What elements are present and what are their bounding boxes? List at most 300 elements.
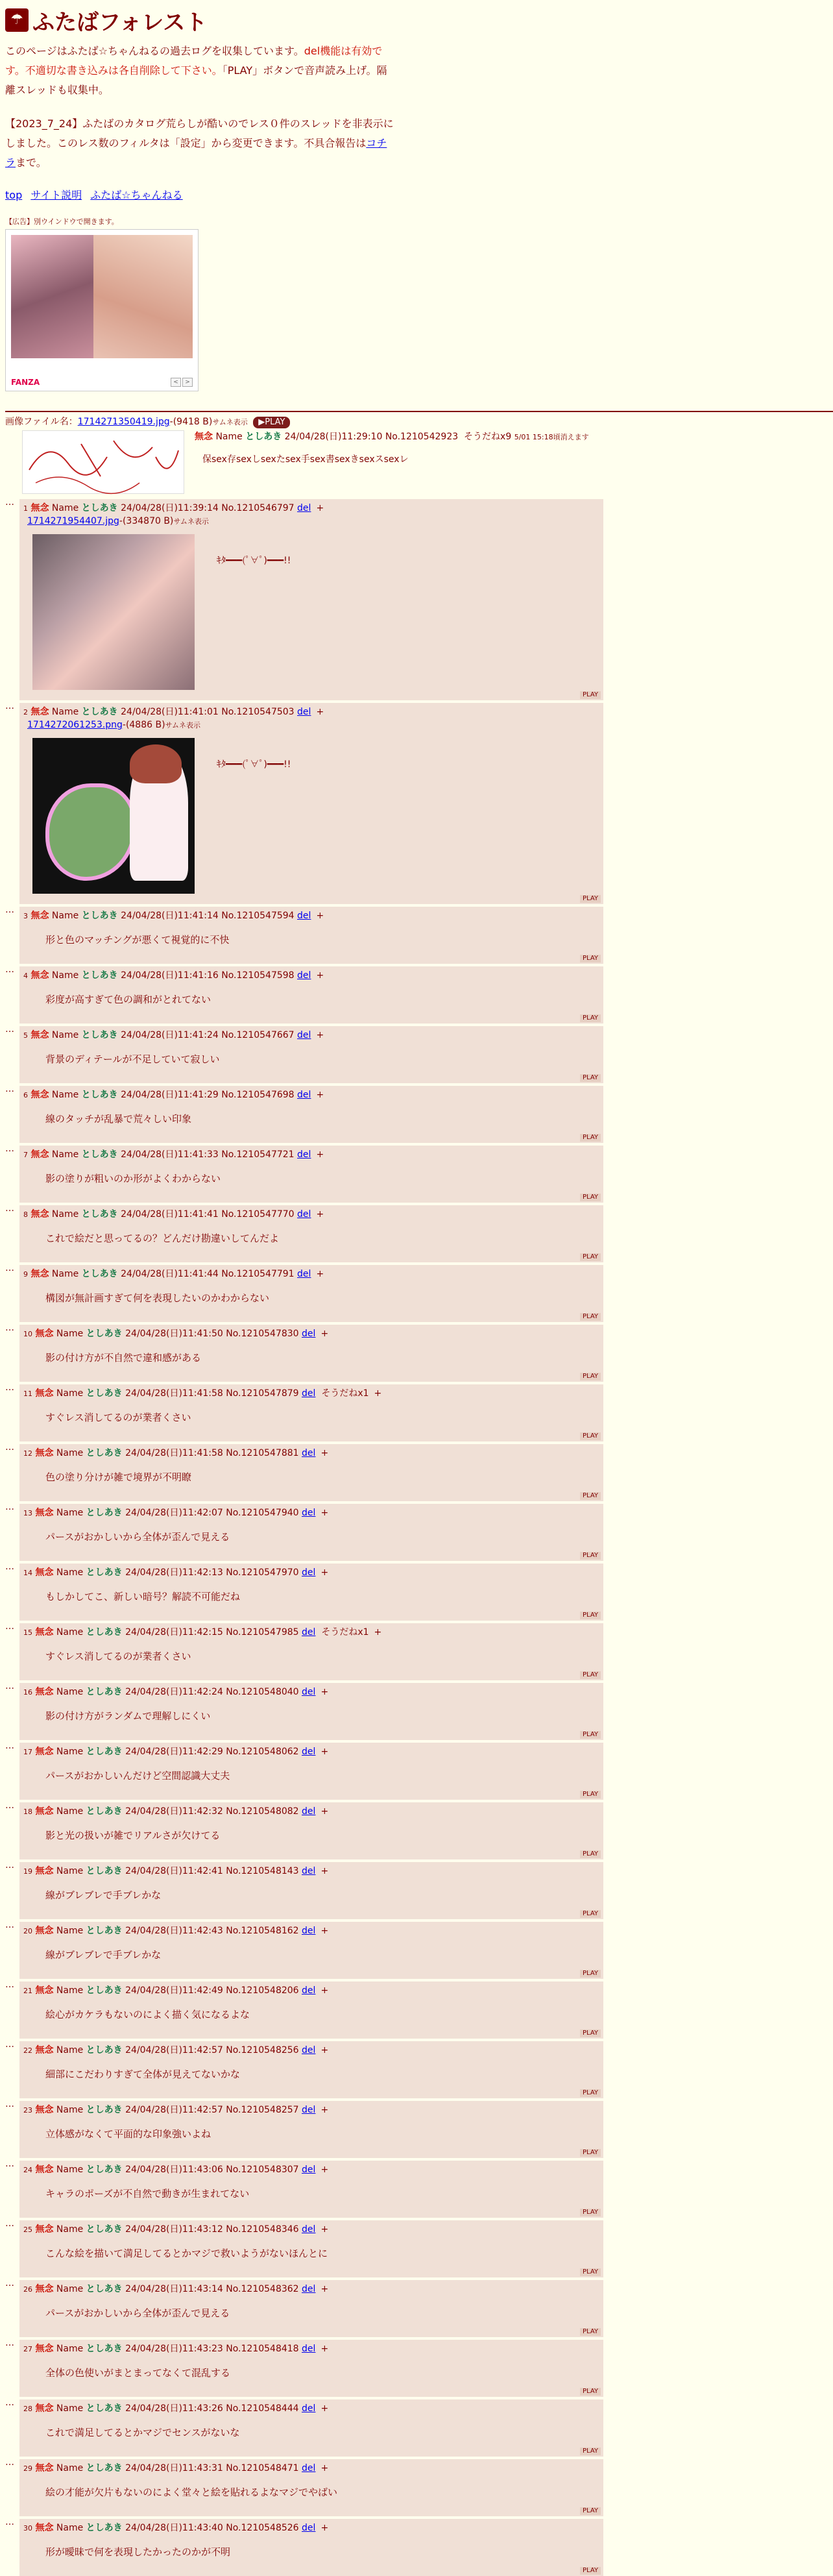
reply-plus-button[interactable]: + (320, 2284, 329, 2294)
reply-play-button[interactable]: PLAY (580, 1731, 601, 1739)
reply-play-button[interactable]: PLAY (580, 1552, 601, 1560)
reply-dots: … (5, 1382, 14, 1393)
reply-plus-button[interactable]: + (320, 2045, 329, 2055)
reply-subject: 無念 (35, 1747, 54, 1757)
reply-name-label: Name (56, 1806, 84, 1817)
reply-plus-button[interactable]: + (316, 970, 324, 981)
reply-body: これで絵だと思ってるの？どんだけ勘違いしてんだよ (45, 1233, 280, 1244)
reply-subject: 無念 (35, 2344, 54, 2354)
reply-subject: 無念 (35, 2403, 54, 2414)
reply-del-link[interactable]: del (297, 707, 311, 717)
reply-dots: … (5, 1621, 14, 1632)
reply-plus-button[interactable]: + (320, 2105, 329, 2115)
reply-name-label: Name (56, 1388, 84, 1399)
reply-name: としあき (86, 1627, 123, 1638)
reply-dots: … (5, 964, 14, 975)
reply-datetime: 24/04/28(日)11:41:29 (121, 1090, 219, 1100)
reply-dots: … (5, 1741, 14, 1751)
reply-del-link[interactable]: del (297, 1149, 311, 1160)
reply-plus-button[interactable]: + (320, 2165, 329, 2175)
reply-body: もしかしてこ、新しい暗号？解読不可能だね (45, 1591, 241, 1602)
reply-datetime: 24/04/28(日)11:42:57 (125, 2105, 223, 2115)
reply-datetime: 24/04/28(日)11:41:58 (125, 1448, 223, 1458)
reply-plus-button[interactable]: + (320, 1866, 329, 1876)
intro-text-1a: このページはふたば☆ちゃんねるの過去ログを収集しています。 (5, 45, 304, 57)
reply-index: 26 (23, 2285, 32, 2294)
reply-header (23, 1984, 599, 1998)
reply-header (23, 1447, 599, 1460)
reply-file-link[interactable]: 1714272061253.png (27, 720, 123, 730)
reply-body: すぐレス消してるのが業者くさい (45, 1650, 191, 1662)
reply-row (5, 1981, 828, 2039)
reply-dots: … (5, 1860, 14, 1871)
reply-plus-button[interactable]: + (316, 1149, 324, 1160)
reply-plus-button[interactable]: + (316, 1269, 324, 1279)
reply-play-button[interactable]: PLAY (580, 2388, 601, 2396)
reply-datetime: 24/04/28(日)11:41:14 (121, 911, 219, 921)
reply-play-button[interactable]: PLAY (580, 1850, 601, 1858)
reply-name: としあき (86, 1388, 123, 1399)
reply-plus-button[interactable]: + (316, 1090, 324, 1100)
reply-play-button[interactable]: PLAY (580, 2089, 601, 2097)
reply-index: 5 (23, 1031, 28, 1040)
reply-del-link[interactable]: del (302, 1926, 316, 1936)
reply-name-label: Name (56, 2284, 84, 2294)
reply-subject: 無念 (35, 1329, 54, 1339)
op-thumbnail[interactable] (22, 430, 184, 494)
reply-del-link[interactable]: del (302, 1747, 316, 1757)
reply-dots: … (5, 2099, 14, 2109)
op-file-link[interactable]: 1714271350419.jpg (77, 417, 170, 427)
reply-post (19, 2280, 603, 2337)
reply-body: 絵の才能が欠片もないのによく堂々と絵を貼れるよなマジでやばい (45, 2486, 338, 2498)
reply-play-button[interactable]: PLAY (580, 1432, 601, 1440)
reply-del-link[interactable]: del (302, 1806, 316, 1817)
reply-header (23, 705, 599, 719)
reply-number[interactable]: No.1210547770 (221, 1209, 295, 1220)
reply-play-button[interactable]: PLAY (580, 2030, 601, 2037)
reply-post (19, 1862, 603, 1919)
reply-del-link[interactable]: del (297, 911, 311, 921)
reply-index: 27 (23, 2345, 32, 2353)
reply-body: 彩度が高すぎて色の調和がとれてない (45, 994, 211, 1005)
reply-play-button[interactable]: PLAY (580, 2567, 601, 2575)
reply-del-link[interactable]: del (297, 1090, 311, 1100)
reply-name-label: Name (51, 1269, 79, 1279)
reply-plus-button[interactable]: + (320, 2403, 329, 2414)
ad-nav (171, 378, 193, 387)
reply-body: 形が曖昧で何を表現したかったのかが不明 (45, 2546, 231, 2558)
reply-subject: 無念 (35, 1388, 54, 1399)
reply-del-link[interactable]: del (297, 503, 311, 513)
nav-links (5, 187, 828, 202)
reply-plus-button[interactable]: + (320, 1508, 329, 1518)
reply-body: 背景のディテールが不足していて寂しい (45, 1053, 220, 1065)
reply-datetime: 24/04/28(日)11:41:33 (121, 1149, 219, 1160)
op-play-button[interactable]: ▶PLAY (253, 417, 290, 428)
reply-number[interactable]: No.1210548206 (226, 1985, 299, 1996)
reply-thumbnail[interactable] (32, 738, 195, 894)
reply-play-button[interactable]: PLAY (580, 2149, 601, 2157)
report-link[interactable]: コチラ (5, 137, 387, 169)
reply-row (5, 2459, 828, 2516)
reply-name: としあき (86, 1866, 123, 1876)
reply-header (23, 1626, 599, 1639)
reply-play-button[interactable]: PLAY (580, 691, 601, 699)
reply-number[interactable]: No.1210547940 (226, 1508, 299, 1518)
reply-datetime: 24/04/28(日)11:41:41 (121, 1209, 219, 1220)
reply-number[interactable]: No.1210547791 (221, 1269, 295, 1279)
reply-number[interactable]: No.1210547721 (221, 1149, 295, 1160)
reply-row (5, 1922, 828, 1979)
reply-plus-button[interactable]: + (320, 1329, 329, 1339)
ad-image[interactable] (11, 235, 193, 358)
reply-body: 形と色のマッチングが悪くて視覚的に不快 (45, 934, 230, 946)
reply-play-button[interactable]: PLAY (580, 1492, 601, 1500)
reply-header (23, 1506, 599, 1520)
reply-name: としあき (86, 1687, 123, 1697)
op-file-size: -(9418 B) (169, 417, 213, 427)
reply-plus-button[interactable]: + (320, 1448, 329, 1458)
reply-post (19, 2041, 603, 2098)
reply-datetime: 24/04/28(日)11:42:07 (125, 1508, 223, 1518)
reply-row (5, 499, 828, 700)
reply-name: としあき (86, 1508, 123, 1518)
reply-header (23, 1268, 599, 1281)
reply-plus-button[interactable]: + (316, 911, 324, 921)
reply-post (19, 2459, 603, 2516)
reply-row (5, 1623, 828, 1680)
reply-number[interactable]: No.1210548143 (226, 1866, 299, 1876)
reply-number[interactable]: No.1210547503 (221, 707, 295, 717)
reply-number[interactable]: No.1210546797 (221, 503, 295, 513)
reply-play-button[interactable]: PLAY (580, 1014, 601, 1022)
reply-number[interactable]: No.1210548362 (226, 2284, 299, 2294)
reply-play-button[interactable]: PLAY (580, 1074, 601, 1082)
reply-dots: … (5, 905, 14, 915)
nav-top-link[interactable]: top (5, 189, 23, 201)
reply-number[interactable]: No.1210548471 (226, 2463, 299, 2473)
reply-header (23, 1029, 599, 1042)
reply-number[interactable]: No.1210547879 (226, 1388, 299, 1399)
reply-number[interactable]: No.1210548082 (226, 1806, 299, 1817)
reply-file-link[interactable]: 1714271954407.jpg (27, 516, 119, 526)
reply-index: 14 (23, 1569, 32, 1577)
reply-post (19, 1325, 603, 1382)
reply-body: こんな絵を描いて満足してるとかマジで救いようがないほんとに (45, 2248, 328, 2259)
reply-play-button[interactable]: PLAY (580, 1253, 601, 1261)
reply-number[interactable]: No.1210547698 (221, 1090, 295, 1100)
reply-play-button[interactable]: PLAY (580, 2328, 601, 2336)
reply-index: 22 (23, 2046, 32, 2055)
reply-del-link[interactable]: del (302, 1627, 316, 1638)
reply-dots: … (5, 1502, 14, 1512)
reply-subject: 無念 (30, 1090, 49, 1100)
reply-header (23, 1805, 599, 1819)
ad-banner[interactable] (5, 229, 199, 391)
reply-plus-button[interactable]: + (374, 1388, 382, 1399)
reply-number[interactable]: No.1210548256 (226, 2045, 299, 2055)
reply-row (5, 703, 828, 904)
reply-header (23, 1387, 599, 1401)
reply-number[interactable]: No.1210547598 (221, 970, 295, 981)
reply-del-link[interactable]: del (297, 1209, 311, 1220)
reply-del-link[interactable]: del (302, 2045, 316, 2055)
reply-subject: 無念 (35, 2045, 54, 2055)
reply-post (19, 1146, 603, 1203)
reply-header (23, 1924, 599, 1938)
reply-plus-button[interactable]: + (320, 1747, 329, 1757)
reply-plus-button[interactable]: + (320, 2463, 329, 2473)
op-thumb-text: サムネ表示 (212, 418, 248, 426)
reply-number[interactable]: No.1210548162 (226, 1926, 299, 1936)
reply-datetime: 24/04/28(日)11:43:31 (125, 2463, 223, 2473)
reply-name: としあき (81, 970, 118, 981)
op-sodane[interactable]: そうだねx9 (464, 432, 512, 442)
reply-plus-button[interactable]: + (320, 2344, 329, 2354)
reply-post (19, 1981, 603, 2039)
reply-del-link[interactable]: del (302, 1388, 316, 1399)
reply-thumbnail[interactable] (32, 534, 195, 690)
reply-body: これで満足してるとかマジでセンスがないな (45, 2427, 240, 2438)
reply-name: としあき (81, 1149, 118, 1160)
reply-del-link[interactable]: del (302, 2105, 316, 2115)
reply-header (23, 2342, 599, 2356)
reply-subject: 無念 (30, 970, 49, 981)
reply-del-link[interactable]: del (302, 1448, 316, 1458)
reply-plus-button[interactable]: + (316, 1030, 324, 1040)
reply-play-button[interactable]: PLAY (580, 1313, 601, 1321)
reply-post (19, 2101, 603, 2158)
reply-play-button[interactable]: PLAY (580, 2268, 601, 2276)
reply-del-link[interactable]: del (302, 1985, 316, 1996)
op-sketch-image (23, 431, 185, 495)
reply-index: 13 (23, 1509, 32, 1517)
reply-number[interactable]: No.1210548346 (226, 2224, 299, 2235)
reply-datetime: 24/04/28(日)11:41:24 (121, 1030, 219, 1040)
reply-index: 9 (23, 1270, 28, 1279)
reply-del-link[interactable]: del (297, 970, 311, 981)
reply-name-label: Name (56, 2523, 84, 2533)
reply-play-button[interactable]: PLAY (580, 2209, 601, 2216)
op-name-label: Name (215, 432, 243, 442)
reply-name: としあき (81, 1269, 118, 1279)
op-body: 保sex存sexしsexたsex手sex書sexきsexスsexレ (202, 454, 409, 465)
reply-name-label: Name (56, 1866, 84, 1876)
nav-guide-link[interactable]: サイト説明 (30, 189, 82, 201)
reply-del-link[interactable]: del (302, 2344, 316, 2354)
reply-plus-button[interactable]: + (320, 1926, 329, 1936)
thumb-hair (130, 744, 182, 783)
reply-index: 10 (23, 1330, 32, 1338)
reply-plus-button[interactable]: + (320, 1985, 329, 1996)
reply-number[interactable]: No.1210548418 (226, 2344, 299, 2354)
reply-header (23, 1566, 599, 1580)
reply-dots: … (5, 1263, 14, 1273)
reply-name-label: Name (56, 1627, 84, 1638)
reply-number[interactable]: No.1210548062 (226, 1747, 299, 1757)
reply-del-link[interactable]: del (302, 1567, 316, 1578)
reply-datetime: 24/04/28(日)11:42:13 (125, 1567, 223, 1578)
reply-sodane[interactable]: そうだねx1 (321, 1388, 369, 1399)
reply-name: としあき (86, 2284, 123, 2294)
intro-text-2a: 【2023_7_24】ふたばのカタログ荒らしが酷いのでレス０件のスレッドを非表示にしました。このレス数のフィルタは「設定」から変更できます。不具合報告は (5, 117, 394, 149)
reply-name: としあき (86, 2165, 123, 2175)
reply-plus-button[interactable]: + (316, 503, 324, 513)
reply-number[interactable]: No.1210547830 (226, 1329, 299, 1339)
reply-row (5, 1564, 828, 1621)
reply-del-link[interactable]: del (302, 2224, 316, 2235)
reply-number[interactable]: No.1210548307 (226, 2165, 299, 2175)
reply-subject: 無念 (35, 2284, 54, 2294)
reply-header (23, 1208, 599, 1221)
reply-post (19, 1922, 603, 1979)
reply-play-button[interactable]: PLAY (580, 1791, 601, 1798)
reply-name-label: Name (56, 2344, 84, 2354)
reply-number[interactable]: No.1210547970 (226, 1567, 299, 1578)
reply-datetime: 24/04/28(日)11:43:06 (125, 2165, 223, 2175)
reply-play-button[interactable]: PLAY (580, 1194, 601, 1201)
reply-plus-button[interactable]: + (320, 1806, 329, 1817)
reply-list (5, 499, 828, 2576)
reply-dots: … (5, 701, 14, 711)
reply-del-link[interactable]: del (302, 1687, 316, 1697)
reply-datetime: 24/04/28(日)11:43:23 (125, 2344, 223, 2354)
reply-index: 18 (23, 1808, 32, 1816)
reply-row (5, 1743, 828, 1800)
reply-name: としあき (81, 1090, 118, 1100)
reply-post (19, 1683, 603, 1740)
reply-post (19, 1384, 603, 1441)
reply-dots: … (5, 2338, 14, 2348)
reply-dots: … (5, 2398, 14, 2408)
reply-number[interactable]: No.1210548257 (226, 2105, 299, 2115)
reply-name: としあき (86, 1806, 123, 1817)
reply-name-label: Name (51, 1090, 79, 1100)
ad-prev-button[interactable]: < (171, 378, 181, 387)
reply-dots: … (5, 497, 14, 508)
reply-del-link[interactable]: del (302, 2165, 316, 2175)
reply-play-button[interactable]: PLAY (580, 955, 601, 963)
reply-number[interactable]: No.1210548526 (226, 2523, 299, 2533)
reply-dots: … (5, 1144, 14, 1154)
reply-name: としあき (81, 1209, 118, 1220)
reply-plus-button[interactable]: + (316, 1209, 324, 1220)
intro-text-1b: del機能は有効です。不適切な書き込みは各自削除して下さい。 (5, 45, 383, 77)
ad-next-button[interactable]: > (182, 378, 193, 387)
reply-datetime: 24/04/28(日)11:41:50 (125, 1329, 223, 1339)
reply-post (19, 499, 603, 700)
intro-text-1c: 「PLAY」ボタンで音声読み上げ。隔離スレッドも収集中。 (5, 64, 387, 96)
op-number[interactable]: No.1210542923 (385, 432, 459, 442)
reply-index: 20 (23, 1927, 32, 1935)
reply-del-link[interactable]: del (297, 1269, 311, 1279)
reply-datetime: 24/04/28(日)11:41:01 (121, 707, 219, 717)
reply-number[interactable]: No.1210547881 (226, 1448, 299, 1458)
reply-del-link[interactable]: del (302, 1866, 316, 1876)
op-file-label: 画像ファイル名： (5, 417, 78, 427)
reply-index: 19 (23, 1867, 32, 1876)
reply-del-link[interactable]: del (302, 2403, 316, 2414)
reply-plus-button[interactable]: + (320, 2523, 329, 2533)
reply-del-link[interactable]: del (302, 1508, 316, 1518)
reply-del-link[interactable]: del (302, 1329, 316, 1339)
reply-header (23, 1327, 599, 1341)
reply-post (19, 1026, 603, 1083)
reply-body: 色の塗り分けが雑で境界が不明瞭 (45, 1471, 192, 1483)
reply-thumb-text: サムネ表示 (165, 721, 201, 730)
reply-subject: 無念 (30, 911, 49, 921)
reply-number[interactable]: No.1210548444 (226, 2403, 299, 2414)
reply-index: 7 (23, 1151, 28, 1159)
reply-post (19, 2399, 603, 2457)
reply-row (5, 2101, 828, 2158)
reply-play-button[interactable]: PLAY (580, 2447, 601, 2455)
op-file-line (5, 416, 828, 428)
reply-sodane[interactable]: そうだねx1 (321, 1627, 369, 1638)
reply-datetime: 24/04/28(日)11:42:32 (125, 1806, 223, 1817)
reply-play-button[interactable]: PLAY (580, 1671, 601, 1679)
op-name: としあき (245, 432, 282, 442)
reply-plus-button[interactable]: + (374, 1627, 382, 1638)
reply-plus-button[interactable]: + (320, 2224, 329, 2235)
reply-name: としあき (86, 2344, 123, 2354)
reply-datetime: 24/04/28(日)11:42:29 (125, 1747, 223, 1757)
reply-name: としあき (86, 1747, 123, 1757)
reply-header (23, 2163, 599, 2177)
reply-dots: … (5, 1203, 14, 1214)
reply-body: パースがおかしいんだけど空間認識大丈夫 (45, 1770, 230, 1782)
reply-header (23, 2402, 599, 2416)
reply-del-link[interactable]: del (302, 2284, 316, 2294)
reply-subject: 無念 (35, 1926, 54, 1936)
reply-play-button[interactable]: PLAY (580, 895, 601, 903)
reply-del-link[interactable]: del (302, 2463, 316, 2473)
intro-paragraph-2 (5, 114, 394, 173)
reply-play-button[interactable]: PLAY (580, 1373, 601, 1380)
reply-row (5, 2519, 828, 2576)
intro-text-2b: まで。 (16, 156, 47, 169)
reply-number[interactable]: No.1210548040 (226, 1687, 299, 1697)
reply-name: としあき (86, 1926, 123, 1936)
reply-post (19, 2161, 603, 2218)
site-header (5, 5, 828, 35)
reply-play-button[interactable]: PLAY (580, 1910, 601, 1918)
reply-number[interactable]: No.1210547594 (221, 911, 295, 921)
reply-del-link[interactable]: del (302, 2523, 316, 2533)
reply-number[interactable]: No.1210547667 (221, 1030, 295, 1040)
site-logo[interactable] (5, 8, 29, 32)
reply-subject: 無念 (35, 1448, 54, 1458)
reply-row (5, 907, 828, 964)
reply-file-size: -(334870 B) (119, 516, 174, 526)
nav-futaba-link[interactable]: ふたば☆ちゃんねる (90, 189, 183, 201)
reply-number[interactable]: No.1210547985 (226, 1627, 299, 1638)
reply-plus-button[interactable]: + (316, 707, 324, 717)
reply-plus-button[interactable]: + (320, 1687, 329, 1697)
reply-play-button[interactable]: PLAY (580, 1612, 601, 1619)
reply-name-label: Name (56, 2105, 84, 2115)
reply-name-label: Name (56, 1985, 84, 1996)
reply-play-button[interactable]: PLAY (580, 1970, 601, 1978)
reply-play-button[interactable]: PLAY (580, 2507, 601, 2515)
reply-body: 影と光の扱いが雑でリアルさが欠けてる (45, 1830, 221, 1841)
reply-name: としあき (81, 707, 118, 717)
reply-play-button[interactable]: PLAY (580, 1134, 601, 1142)
reply-name-label: Name (56, 1747, 84, 1757)
reply-plus-button[interactable]: + (320, 1567, 329, 1578)
reply-del-link[interactable]: del (297, 1030, 311, 1040)
